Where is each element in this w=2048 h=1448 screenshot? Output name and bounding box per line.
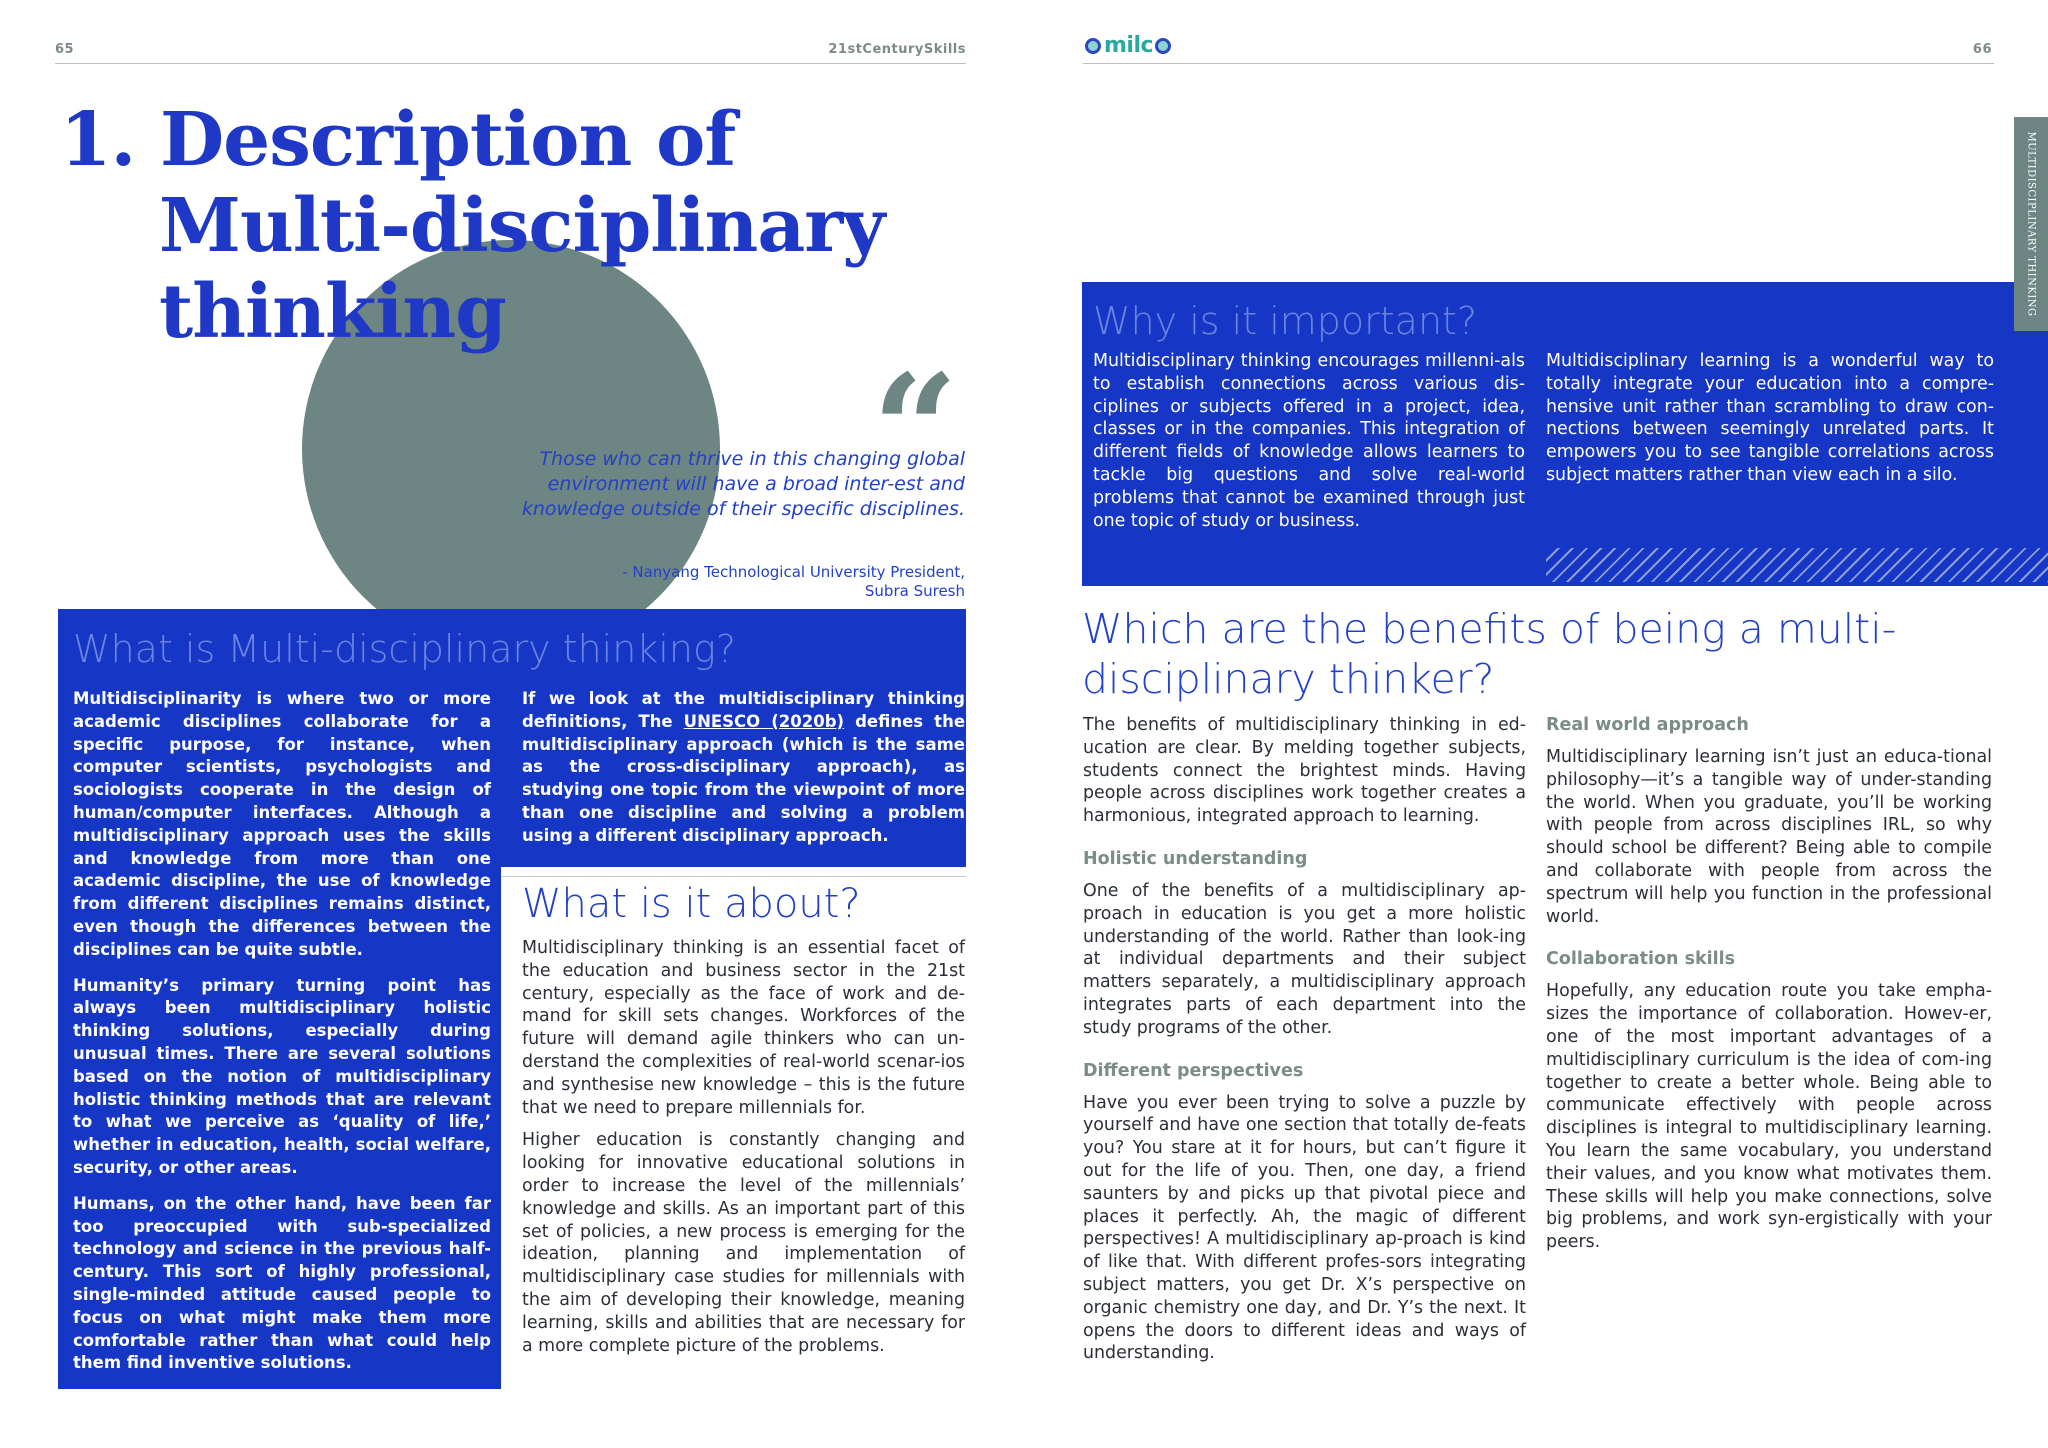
about-rule — [501, 876, 966, 877]
holistic-subhead: Holistic understanding — [1083, 848, 1308, 869]
quote-mark-icon: “ — [872, 342, 959, 518]
what-is-paragraph-3: Humans, on the other hand, have been far too preoccupied with sub-specialized technology and science in the previous half-century. This sort of highly professional, single-minded attitude caused people to focus on what might make them more comfortable rather than what could help them find inventive solutions. — [73, 1193, 491, 1373]
benefits-heading: Which are the benefits of being a multi-disciplinary thinker? — [1082, 605, 1897, 703]
collab-subhead: Collaboration skills — [1546, 949, 1736, 970]
left-page-number: 65 — [55, 42, 75, 57]
what-is-paragraph-1: Multidisciplinarity is where two or more academic disciplines collaborate for a specific purpose, for instance, when computer scientists, psychologists and sociologists cooperate in the design of human/computer interfaces. Although a multidisciplinary approach uses the skills and knowledge from more than one academic discipline, the use of knowledge from different disciplines remains distinct, even though the differences between the disciplines can be quite subtle. — [73, 689, 491, 959]
why-column-2: Multidisciplinary learning is a wonderful way to totally integrate your education into a compre-hensive unit rather than scrambling to draw con-nections between seemingly unrelated parts. It empowers you to see tangible correlations across subject matters rather than view each in a silo. — [1546, 351, 1994, 485]
benefits-intro: The benefits of multidisciplinary thinking in ed-ucation are clear. By melding together subjects, students connect the brightest minds. Having people across disciplines work together creates a harmonious, integrated approach to learning. — [1083, 715, 1526, 827]
about-paragraph-1: Multidisciplinary thinking is an essential facet of the education and business sector in the 21st century, especially as the face of work and de-mand for skill sets changes. Workforces of the future will demand agile thinkers who can un-derstand the complexities of real-world scenar-ios and synthesise new knowledge – this is the future that we need to prepare millennials for. — [522, 938, 965, 1118]
side-tab — [2014, 117, 2048, 331]
what-is-paragraph-2: Humanity’s primary turning point has always been multidisciplinary holistic thinking solutions, especially during unusual times. There are several solutions based on the notion of multidisciplinary holistic thinking methods that are relevant to what we perceive as ‘quality of life,’ whether in education, health, social welfare, security, or other areas. — [73, 975, 491, 1177]
hatch-decoration — [1546, 548, 2048, 582]
quote-text: Those who can thrive in this changing global environment will have a broad inter-est and knowledge outside of their specific disciplines. — [521, 448, 965, 520]
unesco-text-pre: If we look at the multidisciplinary thinking definitions, The — [522, 689, 965, 731]
logo — [1083, 33, 1171, 58]
perspectives-text: Have you ever been trying to solve a puzzle by yourself and have one section that totally de-feats you? You stare at it for hours, but can’t figure it out for the life of you. Then, one day, a friend saunters by and picks up that pivotal piece and places it perfectly. Ah, the magic of different perspectives! A multidisciplinary ap-proach is kind of like that. With different profes-sors integrating subject matters, you get Dr. X’s perspective on organic chemistry one day, and Dr. Y’s the next. It opens the doors to different ideas and ways of understanding. — [1083, 1092, 1526, 1364]
realworld-subhead: Real world approach — [1546, 715, 1749, 735]
why-heading: Why is it important? — [1093, 299, 1478, 343]
unesco-link[interactable]: UNESCO (2020b) — [683, 711, 845, 731]
right-page-number: 66 — [1972, 42, 1992, 57]
realworld-text: Multidisciplinary learning isn’t just an educa-tional philosophy—it’s a tangible way of under-standing the world. When you graduate, you’ll be working with people from across disciplines IRL, so why should school be different? Being able to compile and collaborate with people from across the spectrum will help you function in the professional world. — [1546, 747, 1992, 927]
quote-author — [515, 563, 965, 601]
quote-author-line2: Subra Suresh — [864, 582, 965, 600]
unesco-text-post: defines the multidisciplinary approach (which is the same as the cross-disciplinary approach), as studying one topic from the viewpoint of more than one discipline and solving a problem using a different disciplinary approach. — [522, 711, 966, 845]
quote-author-line1: - Nanyang Technological University President, — [622, 563, 965, 581]
benefits-column-2 — [1546, 714, 1992, 1264]
what-is-column-1 — [73, 688, 491, 1388]
logo-ring-icon — [1155, 38, 1171, 54]
logo-text: milc — [1104, 33, 1154, 58]
holistic-text: One of the benefits of a multidisciplinary ap-proach in education is you get a more holistic understanding of the world. Rather than look-ing at individual departments and their subject matters separately, a multidisciplinary approach integrates parts of each department into the study programs of the other. — [1083, 880, 1526, 1038]
perspectives-subhead: Different perspectives — [1083, 1060, 1304, 1081]
about-heading: What is it about? — [522, 881, 861, 927]
about-paragraph-2: Higher education is constantly changing and looking for innovative educational solutions in order to increase the level of the millennials’ knowledge and skills. As an important part of this set of policies, a new process is emerging for the ideation, planning and implementation of multidisciplinary case studies for millennials with the aim of developing their knowledge, meaning learning, skills and abilities that are necessary for a more complete picture of the problems. — [522, 1130, 965, 1356]
right-header-rule — [1083, 63, 1994, 64]
why-column-1: Multidisciplinary thinking encourages millenni-als to establish connections across various dis-ciplines or subjects offered in a project, idea, classes or in the companies. This integration of different fields of knowledge allows learners to tackle big questions and solve real-world problems that cannot be examined through just one topic of study or business. — [1093, 351, 1525, 531]
collab-text: Hopefully, any education route you take empha-sizes the importance of collaboration. Howev-er, one of the most important advantages of a multidisciplinary curriculum is the idea of com-ing together to create a better whole. Being able to communicate effectively with people across disciplines is integral to multidisciplinary learning. You learn the same vocabulary, you understand their values, and you know what motivates them. These skills will help you make connections, solve big problems, and work syn-ergistically with your peers. — [1546, 981, 1992, 1253]
left-header-rule — [55, 63, 966, 64]
what-is-heading: What is Multi-disciplinary thinking? — [73, 627, 736, 671]
benefits-column-1 — [1083, 714, 1526, 1375]
logo-icon — [1085, 38, 1101, 54]
page-title: 1. Description of Multi-disciplinary thinking — [60, 97, 885, 355]
running-title: 21stCenturySkills — [828, 42, 966, 57]
what-is-column-2 — [522, 688, 965, 861]
side-tab-label: MULTIDISCIPLINARY THINKING — [2025, 131, 2037, 317]
about-body — [522, 937, 965, 1367]
